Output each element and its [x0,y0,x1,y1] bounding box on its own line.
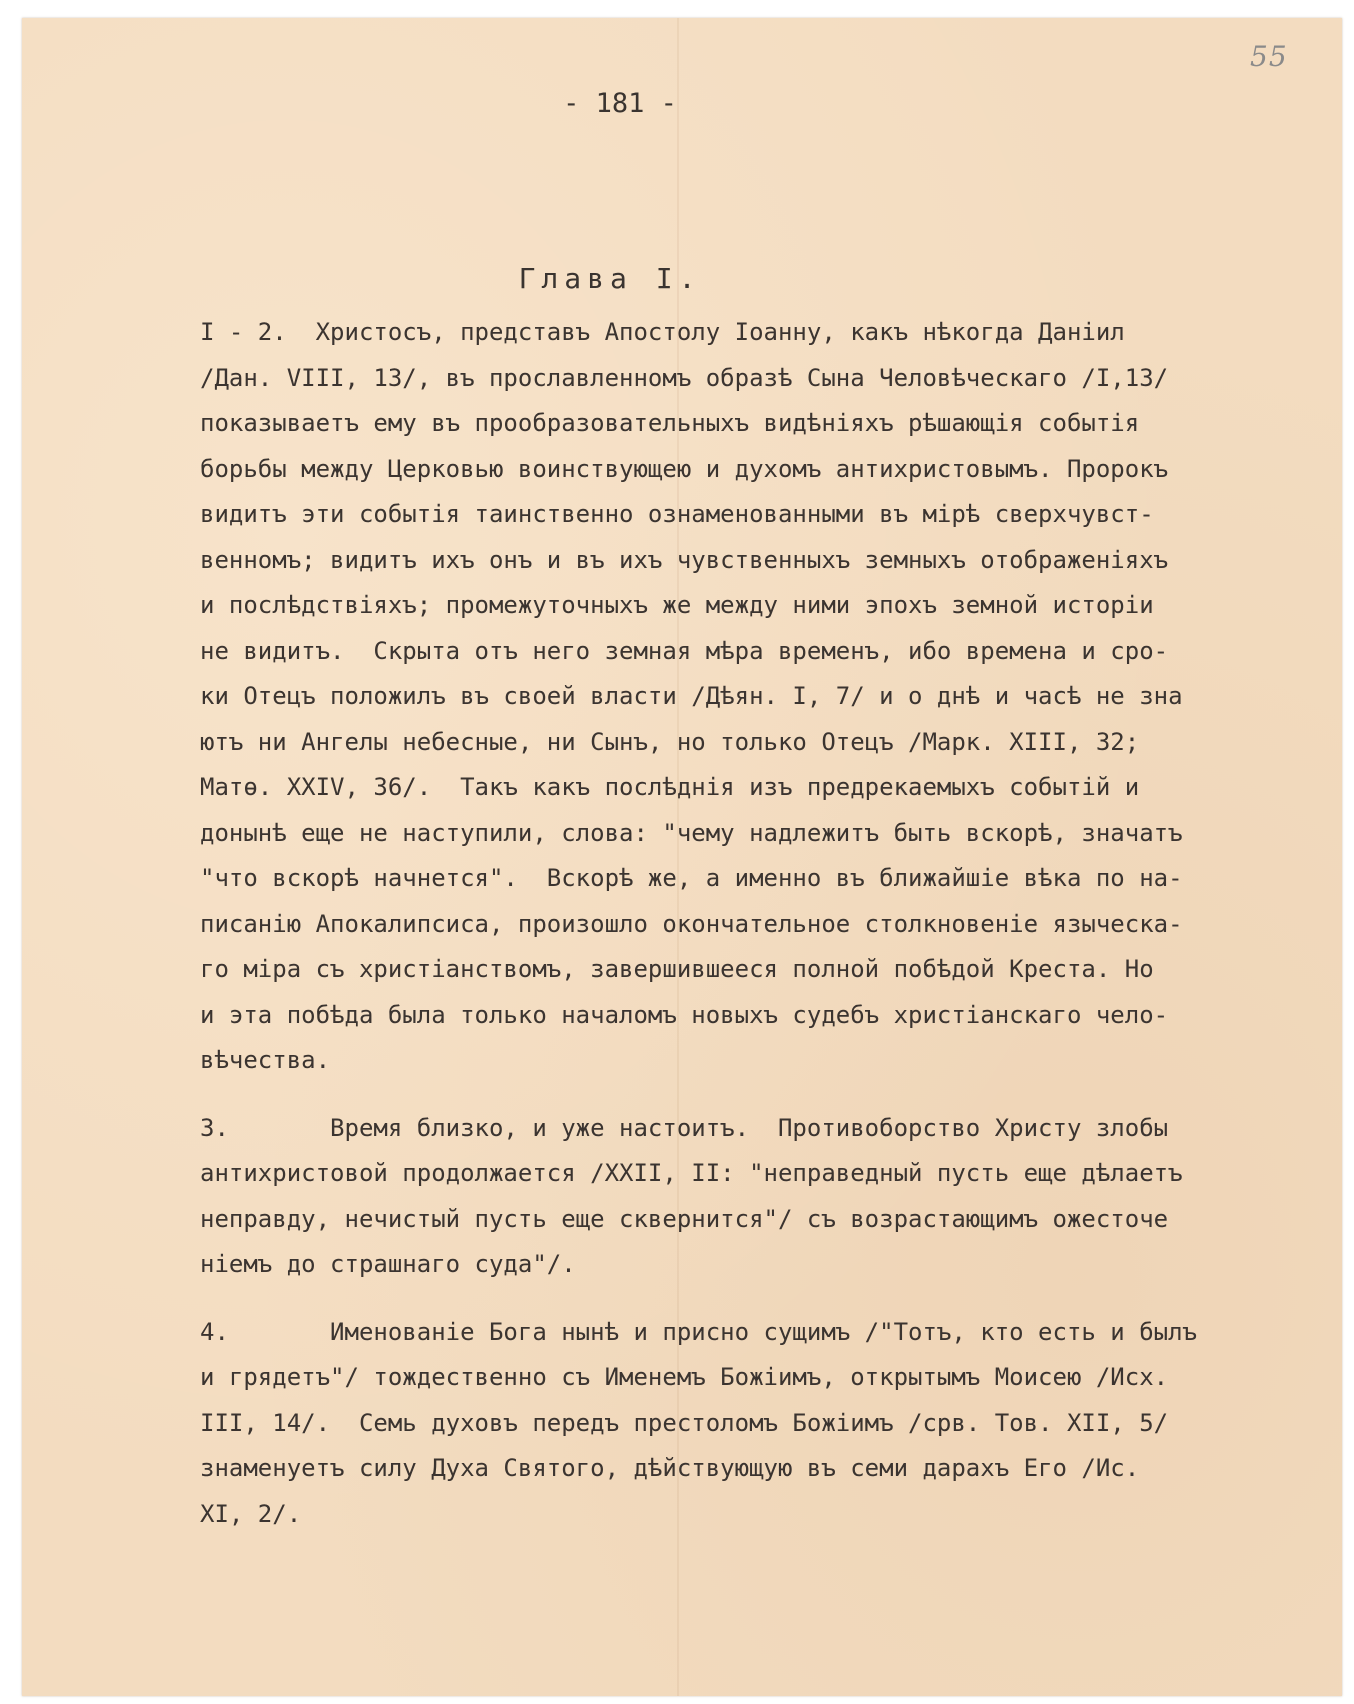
chapter-title: Глава I. [518,262,702,295]
text-line: вѣчества. [200,1046,331,1074]
text-line: го міра съ христіанствомъ, завершившееся полной побѣдой Креста. Но [200,955,1154,983]
text-line: /Дан. VIII, 13/, въ прославленномъ образѣ Сына Человѣческаго /I,13/ [200,363,1169,392]
text-line: антихристовой продолжается /XXII, II: "неправедный пусть еще дѣлаетъ [200,1159,1183,1187]
paragraph-gap [200,1084,1345,1106]
page-number: - 181 - [563,88,677,119]
document-body [200,310,1345,1537]
paragraph-gap [200,1288,1345,1310]
text-line: 3. Время близко, и уже настоитъ. Противоборство Христу злобы [200,1113,1169,1142]
text-line: ки Отецъ положилъ въ своей власти /Дѣян. I, 7/ и о днѣ и часѣ не зна [200,682,1183,710]
text-line: и грядетъ"/ тождественно съ Именемъ Божіимъ, открытымъ Моисею /Исх. [200,1363,1169,1391]
text-line: знаменуетъ силу Духа Святого, дѣйствующую въ семи дарахъ Его /Ис. [200,1454,1140,1482]
text-line: и послѣдствіяхъ; промежуточныхъ же между ними эпохъ земной исторіи [200,591,1154,619]
paragraph-4 [200,1310,1345,1538]
text-line: и эта побѣда была только началомъ новыхъ судебъ христіанскаго чело- [200,1000,1169,1029]
text-line: XI, 2/. [200,1499,302,1528]
paragraph-3 [200,1106,1345,1288]
text-line: 4. Именованіе Бога нынѣ и присно сущимъ /"Тотъ, кто есть и былъ [200,1317,1197,1346]
text-line: показываетъ ему въ прообразовательныхъ видѣніяхъ рѣшающія событія [200,409,1140,437]
paragraph-1-2 [200,310,1345,1084]
text-line: неправду, нечистый пусть еще сквернится"/ съ возрастающимъ ожесточе [200,1204,1169,1233]
text-line: "что вскорѣ начнется". Вскорѣ же, а именно въ ближайшіе вѣка по на- [200,864,1183,892]
text-line: ютъ ни Ангелы небесные, ни Сынъ, но только Отецъ /Марк. XIII, 32; [200,727,1140,756]
text-line: не видитъ. Скрыта отъ него земная мѣра временъ, ибо времена и сро- [200,636,1169,665]
text-line: I - 2. Христосъ, представъ Апостолу Іоанну, какъ нѣкогда Даніил [200,318,1125,346]
text-line: III, 14/. Семь духовъ передъ престоломъ Божіимъ /срв. Тов. XII, 5/ [200,1408,1169,1437]
text-line: писанію Апокалипсиса, произошло окончательное столкновеніе языческа- [200,909,1183,938]
text-line: видитъ эти событія таинственно ознаменованными въ мірѣ сверхчувст- [200,500,1154,528]
text-line: ніемъ до страшнаго суда"/. [200,1250,576,1278]
archive-folio-number: 55 [1250,40,1288,73]
text-line: Матѳ. XXIV, 36/. Такъ какъ послѣднія изъ предрекаемыхъ событій и [200,773,1140,801]
text-line: венномъ; видитъ ихъ онъ и въ ихъ чувственныхъ земныхъ отображеніяхъ [200,545,1169,574]
text-line: борьбы между Церковью воинствующею и духомъ антихристовымъ. Пророкъ [200,454,1169,483]
text-line: донынѣ еще не наступили, слова: "чему надлежитъ быть вскорѣ, значатъ [200,818,1183,847]
